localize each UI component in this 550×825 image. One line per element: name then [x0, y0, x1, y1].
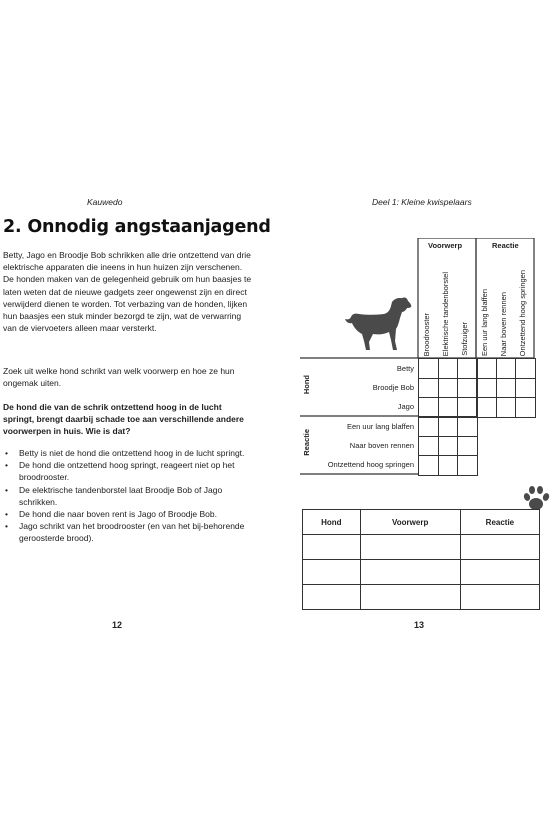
- solution-header: Reactie: [460, 510, 539, 535]
- grid-hond-reactie: [476, 358, 536, 418]
- grid-cell[interactable]: [496, 398, 516, 418]
- column-label: Een uur lang blaffen: [480, 289, 489, 356]
- group-label-voorwerp: Voorwerp: [428, 241, 463, 250]
- solution-cell[interactable]: [360, 560, 460, 585]
- row-label: Broodje Bob: [372, 383, 414, 392]
- table-row: [303, 535, 540, 560]
- task-paragraph: Zoek uit welke hond schrikt van welk voorwerp en hoe ze hun ongemak uiten.: [3, 366, 235, 389]
- solution-header: Voorwerp: [360, 510, 460, 535]
- row-label: Ontzettend hoog springen: [327, 460, 414, 469]
- solution-cell[interactable]: [303, 560, 361, 585]
- grid-cell[interactable]: [458, 436, 478, 456]
- grid-cell[interactable]: [438, 398, 458, 418]
- right-page-number: 13: [414, 620, 425, 630]
- solution-header: Hond: [303, 510, 361, 535]
- row-label: Betty: [396, 364, 414, 373]
- solution-cell[interactable]: [460, 585, 539, 610]
- table-row: [303, 560, 540, 585]
- column-labels: [418, 256, 534, 356]
- grid-cell[interactable]: [477, 378, 497, 398]
- clue-list: [3, 447, 253, 545]
- solution-cell[interactable]: [460, 535, 539, 560]
- solution-cell[interactable]: [360, 535, 460, 560]
- puzzle-title: 2. Onnodig angstaanjagend: [3, 217, 271, 237]
- grid-cell[interactable]: [458, 359, 478, 379]
- column-label: Naar boven rennen: [499, 291, 508, 356]
- grid-cell[interactable]: [496, 359, 516, 379]
- intro-paragraph: Betty, Jago en Broodje Bob schrikken alle drie ontzettend van drie elektrische apparaten die ineens in hun huizen zijn verschenen. De honden maken van de gelegenheid gebruik om hun baasjes te laten weten dat de nieuwe gadgets zeer ongewenst zijn en direct verwijderd dienen te worden. Tot verbazing van de honden, lijken hun baasjes een stuk minder bezorgd te zijn, wat de verwarring van de viervoeters alleen maar versterkt.: [3, 250, 252, 334]
- column-label: Broodrooster: [422, 312, 431, 356]
- side-label-hond: Hond: [302, 375, 311, 395]
- solution-cell[interactable]: [303, 585, 361, 610]
- grid-cell[interactable]: [458, 456, 478, 476]
- grid-cell[interactable]: [458, 378, 478, 398]
- grid-cell[interactable]: [458, 398, 478, 418]
- grid-cell[interactable]: [477, 359, 497, 379]
- solution-cell[interactable]: [303, 535, 361, 560]
- row-label: Naar boven rennen: [349, 441, 414, 450]
- clue-item: • Jago schrikt van het broodrooster (en van het bij-behorende geroosterde brood).: [19, 520, 253, 544]
- grid-cell[interactable]: [419, 436, 439, 456]
- grid-cell[interactable]: [438, 456, 458, 476]
- grid-cell[interactable]: [438, 359, 458, 379]
- clue-item: • De elektrische tandenborstel laat Broodje Bob of Jago schrikken.: [19, 484, 253, 508]
- row-label: Jago: [397, 402, 414, 411]
- grid-cell[interactable]: [438, 436, 458, 456]
- column-label: Elektrische tandenborstel: [441, 271, 450, 356]
- question-paragraph: De hond die van de schrik ontzettend hoog in de lucht springt, brengt daarbij schade toe aan verschillende andere voorwerpen in huis. Wie is dat?: [3, 402, 244, 437]
- grid-cell[interactable]: [419, 456, 439, 476]
- grid-cell[interactable]: [516, 398, 536, 418]
- column-label: Ontzettend hoog springen: [518, 269, 527, 356]
- left-page-header: Kauwedo: [87, 197, 123, 207]
- side-label-reactie: Reactie: [302, 429, 311, 456]
- grid-hond-voorwerp: [418, 358, 478, 418]
- solution-cell[interactable]: [460, 560, 539, 585]
- left-page-number: 12: [112, 620, 123, 630]
- right-page-header: Deel 1: Kleine kwispelaars: [372, 197, 472, 207]
- group-label-reactie: Reactie: [492, 241, 519, 250]
- grid-cell[interactable]: [419, 417, 439, 437]
- clue-item: • Betty is niet de hond die ontzettend hoog in de lucht springt.: [19, 447, 253, 459]
- grid-cell[interactable]: [438, 417, 458, 437]
- grid-cell[interactable]: [516, 378, 536, 398]
- grid-cell[interactable]: [419, 398, 439, 418]
- grid-cell[interactable]: [419, 378, 439, 398]
- clue-item: • De hond die naar boven rent is Jago of Broodje Bob.: [19, 508, 253, 520]
- grid-cell[interactable]: [516, 359, 536, 379]
- clue-item: • De hond die ontzettend hoog springt, reageert niet op het broodrooster.: [19, 459, 253, 483]
- solution-cell[interactable]: [360, 585, 460, 610]
- grid-cell[interactable]: [477, 398, 497, 418]
- row-label: Een uur lang blaffen: [347, 422, 414, 431]
- grid-reactie-voorwerp: [418, 416, 478, 476]
- grid-cell[interactable]: [438, 378, 458, 398]
- grid-cell[interactable]: [496, 378, 516, 398]
- grid-cell[interactable]: [419, 359, 439, 379]
- grid-cell[interactable]: [458, 417, 478, 437]
- solution-table: [302, 509, 540, 610]
- column-label: Stofzuiger: [460, 322, 469, 356]
- table-row: [303, 585, 540, 610]
